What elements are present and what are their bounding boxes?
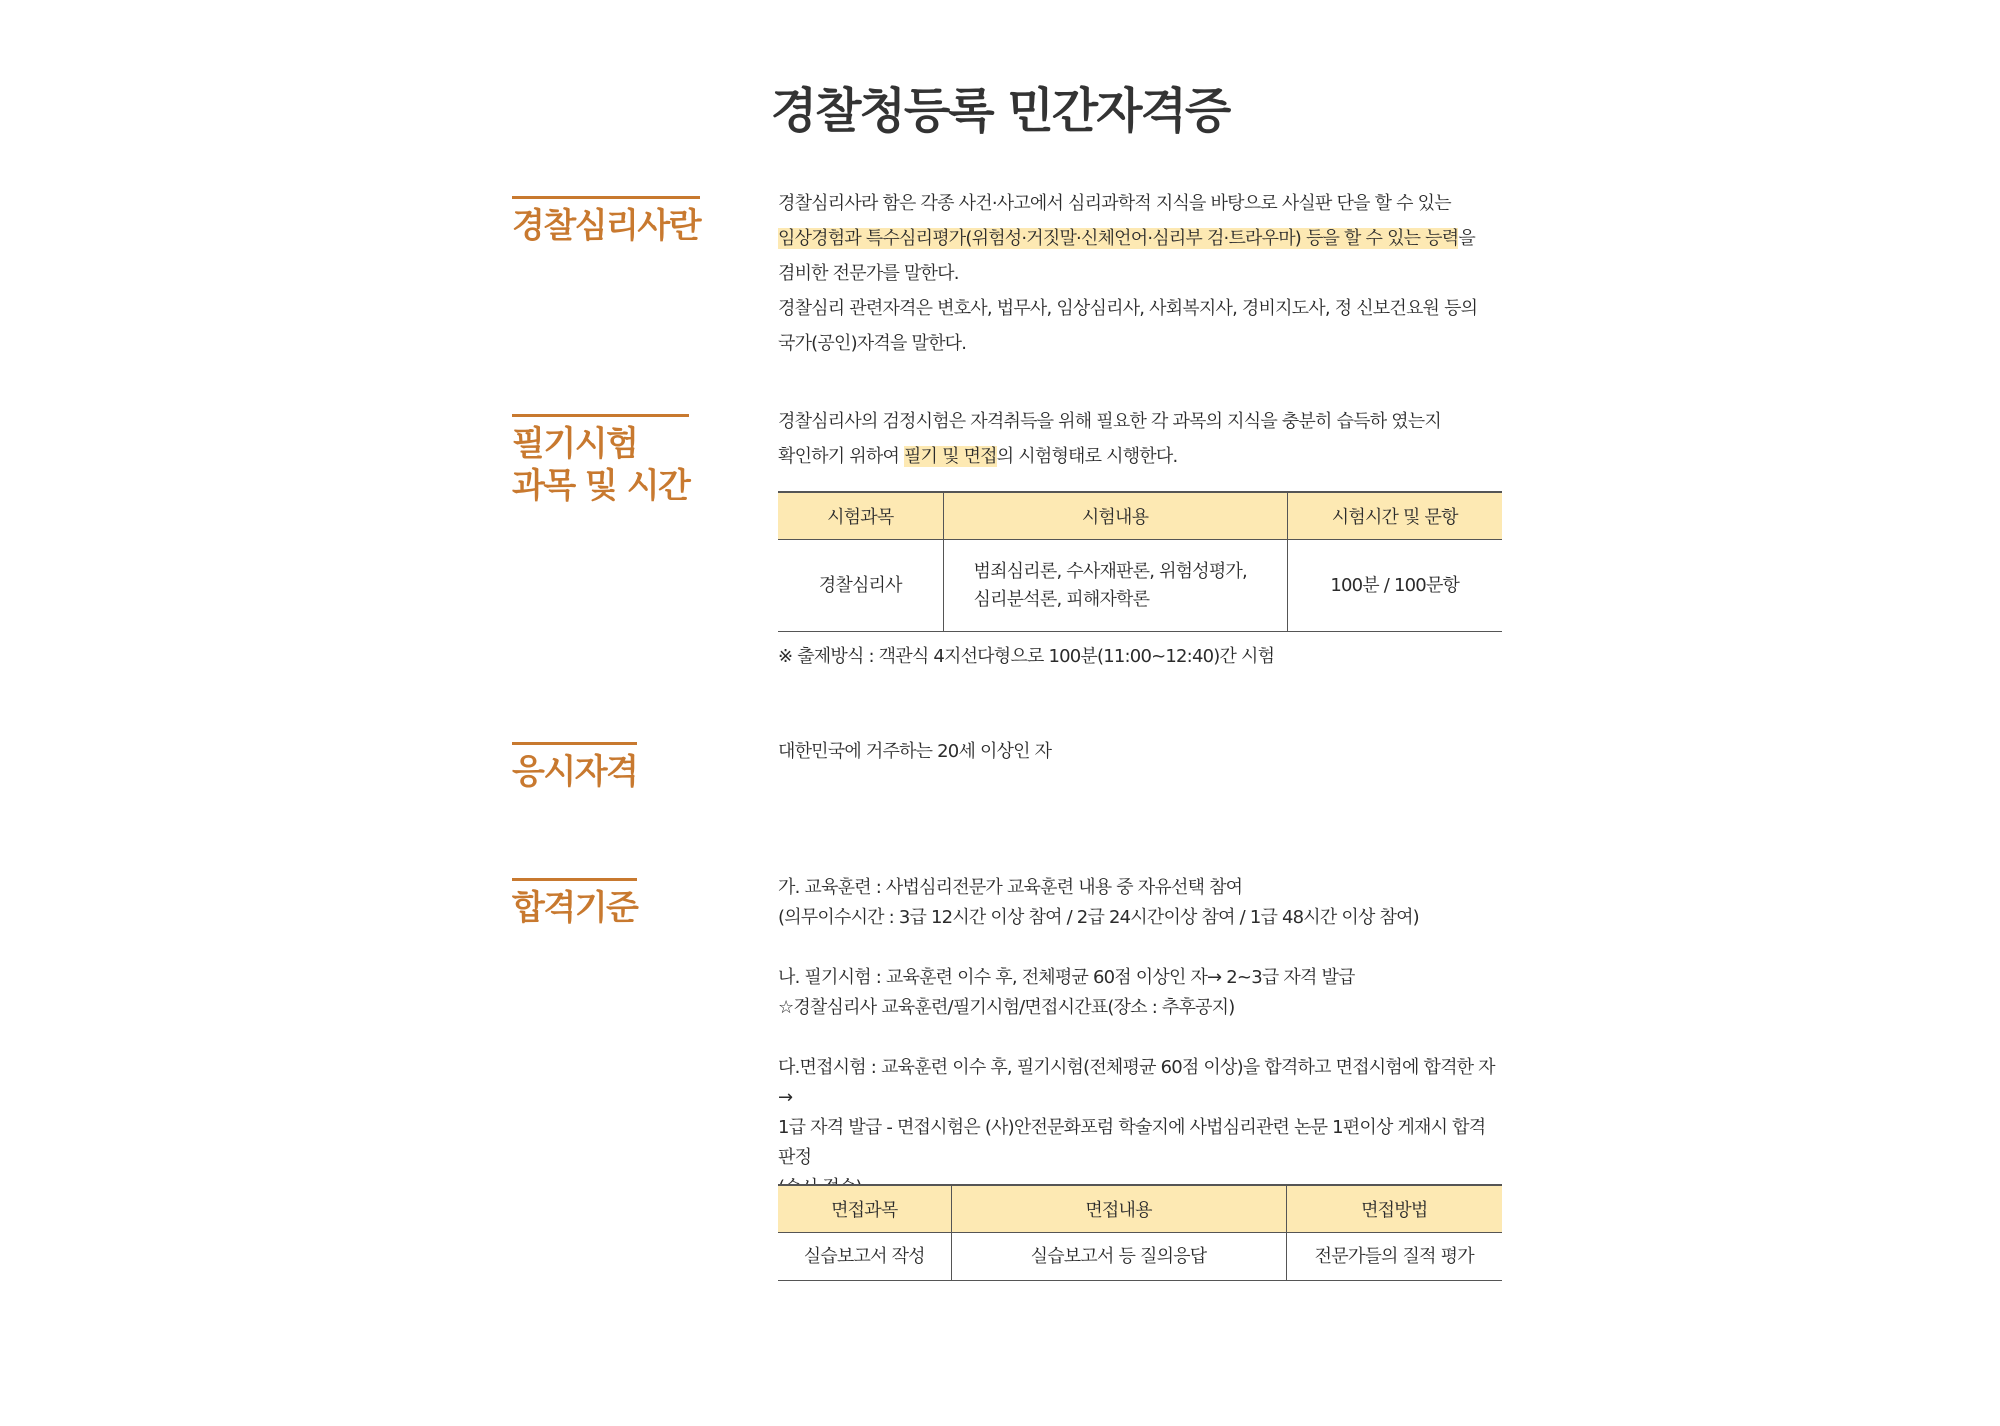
interview-header-subject: 면접과목 — [778, 1185, 951, 1233]
about-line-2 — [778, 221, 1503, 256]
interview-header-method: 면접방법 — [1286, 1185, 1502, 1233]
exam-content-line-2: 심리분석론, 피해자학론 — [973, 588, 1150, 610]
interview-table — [778, 1184, 1502, 1281]
criteria-ga-line-2: (의무이수시간 : 3급 12시간 이상 참여 / 2급 24시간이상 참여 / 1급 48시간 이상 참여) — [778, 907, 1419, 928]
exam-highlight: 필기 및 면접 — [903, 446, 997, 467]
exam-note: ※ 출제방식 : 객관식 4지선다형으로 100분(11:00~12:40)간 시험 — [778, 646, 1275, 667]
about-highlight: 임상경험과 특수심리평가(위험성·거짓말·신체언어·심리부 검·트라우마) 등을 할 수 있는 능력 — [778, 228, 1459, 249]
interview-table-header — [778, 1185, 1502, 1233]
table-row — [778, 540, 1502, 632]
exam-cell-subject: 경찰심리사 — [778, 540, 943, 632]
criteria-na-line-2: ☆경찰심리사 교육훈련/필기시험/면접시간표(장소 : 추후공지) — [778, 997, 1235, 1018]
about-line-2-rest: 을 — [1458, 228, 1475, 249]
about-text — [778, 186, 1503, 361]
criteria-da-line-1: 다.면접시험 : 교육훈련 이수 후, 필기시험(전체평균 60점 이상)을 합격하고 면접시험에 합격한 자→ — [778, 1057, 1495, 1108]
about-line-5: 국가(공인)자격을 말한다. — [778, 333, 967, 354]
criteria-text — [778, 873, 1503, 1203]
exam-content-line-1: 범죄심리론, 수사재판론, 위험성평가, — [973, 560, 1247, 582]
table-row — [778, 1233, 1502, 1281]
interview-cell-content: 실습보고서 등 질의응답 — [951, 1233, 1286, 1281]
section-heading-about: 경찰심리사란 — [512, 196, 700, 247]
section-heading-eligibility: 응시자격 — [512, 742, 637, 793]
eligibility-text: 대한민국에 거주하는 20세 이상인 자 — [778, 741, 1052, 762]
page-title: 경찰청등록 민간자격증 — [770, 83, 1230, 139]
exam-line-2-post: 의 시험형태로 시행한다. — [996, 446, 1178, 467]
exam-heading-line-1: 필기시험 — [512, 424, 638, 464]
exam-table-header — [778, 492, 1502, 540]
exam-header-subject: 시험과목 — [778, 492, 943, 540]
section-heading-exam — [512, 414, 689, 507]
about-line-3: 겸비한 전문가를 말한다. — [778, 263, 959, 284]
criteria-da-line-2: 1급 자격 발급 - 면접시험은 (사)안전문화포럼 학술지에 사법심리관련 논문 1편이상 게재시 합격 판정 — [778, 1117, 1486, 1168]
criteria-na-line-1: 나. 필기시험 : 교육훈련 이수 후, 전체평균 60점 이상인 자→ 2~3급 자격 발급 — [778, 967, 1355, 988]
exam-header-content: 시험내용 — [943, 492, 1287, 540]
exam-cell-content — [943, 540, 1287, 632]
exam-heading-line-2: 과목 및 시간 — [512, 466, 690, 506]
exam-cell-time: 100분 / 100문항 — [1287, 540, 1502, 632]
section-heading-criteria: 합격기준 — [512, 878, 637, 929]
exam-header-time: 시험시간 및 문항 — [1287, 492, 1502, 540]
interview-cell-subject: 실습보고서 작성 — [778, 1233, 951, 1281]
exam-line-2-pre: 확인하기 위하여 — [778, 446, 904, 467]
interview-cell-method: 전문가들의 질적 평가 — [1286, 1233, 1502, 1281]
exam-table — [778, 491, 1502, 632]
exam-line-2 — [778, 439, 1503, 474]
exam-text — [778, 404, 1503, 474]
criteria-ga-line-1: 가. 교육훈련 : 사법심리전문가 교육훈련 내용 중 자유선택 참여 — [778, 877, 1243, 898]
about-line-1: 경찰심리사라 함은 각종 사건·사고에서 심리과학적 지식을 바탕으로 사실판 단을 할 수 있는 — [778, 193, 1451, 214]
exam-line-1: 경찰심리사의 검정시험은 자격취득을 위해 필요한 각 과목의 지식을 충분히 습득하 였는지 — [778, 411, 1441, 432]
interview-header-content: 면접내용 — [951, 1185, 1286, 1233]
about-line-4: 경찰심리 관련자격은 변호사, 법무사, 임상심리사, 사회복지사, 경비지도사, 정 신보건요원 등의 — [778, 298, 1478, 319]
